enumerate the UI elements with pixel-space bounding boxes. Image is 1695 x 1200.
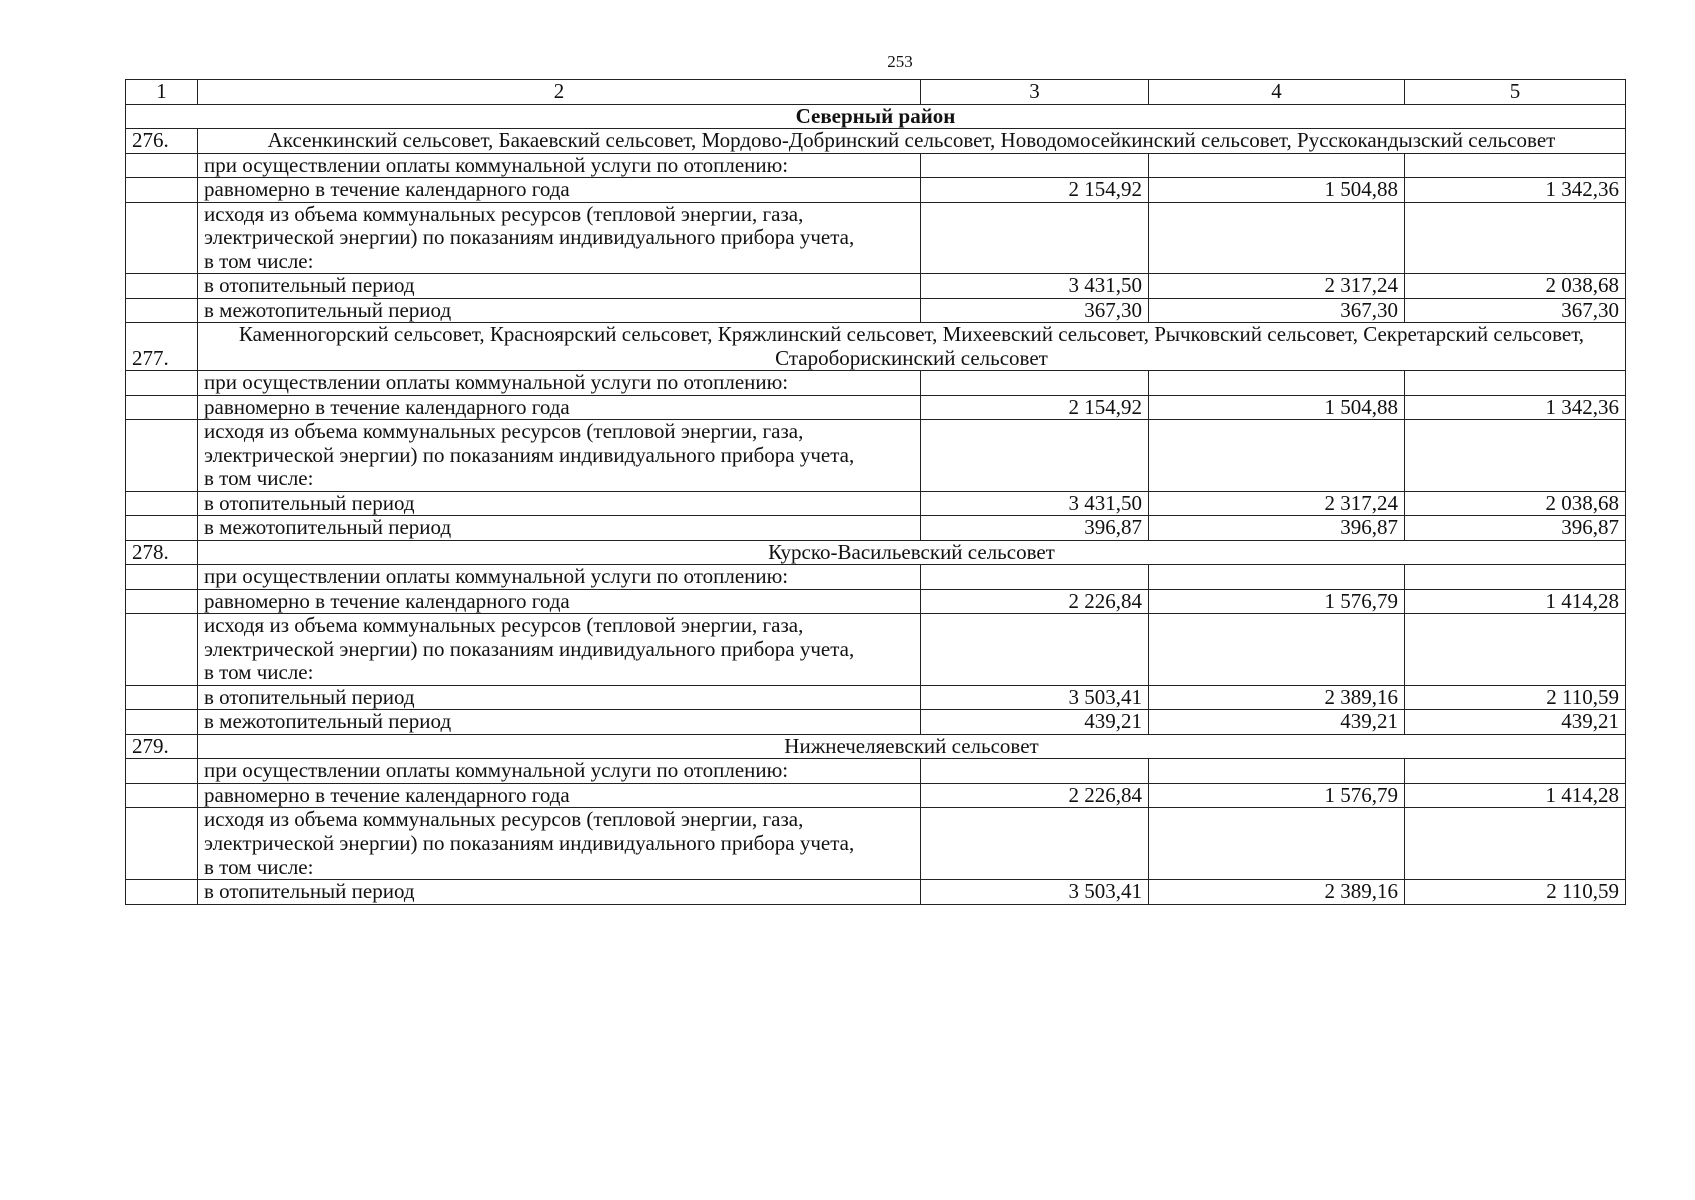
value-cell-c5: 396,87 <box>1405 516 1626 541</box>
value-cell-c3: 3 503,41 <box>921 880 1149 905</box>
value-cell-c3 <box>921 614 1149 686</box>
value-cell-c5 <box>1405 202 1626 274</box>
value-cell-c4 <box>1149 371 1405 396</box>
column-header-row <box>126 80 1626 105</box>
value-cell-c5: 2 038,68 <box>1405 491 1626 516</box>
table-row <box>126 783 1626 808</box>
row-label: в отопительный период <box>198 491 921 516</box>
value-cell-c4 <box>1149 808 1405 880</box>
value-cell-c5: 367,30 <box>1405 298 1626 323</box>
row-label: при осуществлении оплаты коммунальной услуги по отоплению: <box>198 565 921 590</box>
table-row <box>126 589 1626 614</box>
table-row <box>126 298 1626 323</box>
table-row <box>126 565 1626 590</box>
row-label: в отопительный период <box>198 274 921 299</box>
row-number-cell <box>126 371 198 396</box>
row-label: в межотопительный период <box>198 516 921 541</box>
row-number-cell <box>126 589 198 614</box>
column-header: 5 <box>1405 80 1626 105</box>
table-row <box>126 395 1626 420</box>
value-cell-c4: 2 317,24 <box>1149 274 1405 299</box>
row-label: в межотопительный период <box>198 298 921 323</box>
row-number-cell <box>126 783 198 808</box>
row-label: исходя из объема коммунальных ресурсов (тепловой энергии, газа, электрической энергии) по показаниям индивидуального прибора учета, в том числе: <box>198 614 921 686</box>
row-number-cell <box>126 420 198 492</box>
value-cell-c5 <box>1405 759 1626 784</box>
value-cell-c3 <box>921 153 1149 178</box>
group-name: Курско-Васильевский сельсовет <box>198 540 1626 565</box>
value-cell-c4: 1 576,79 <box>1149 783 1405 808</box>
row-label: при осуществлении оплаты коммунальной услуги по отоплению: <box>198 153 921 178</box>
table-row <box>126 880 1626 905</box>
group-header-row <box>126 734 1626 759</box>
value-cell-c5 <box>1405 153 1626 178</box>
table-row <box>126 371 1626 396</box>
row-number-cell <box>126 153 198 178</box>
table-row <box>126 274 1626 299</box>
row-label: равномерно в течение календарного года <box>198 395 921 420</box>
value-cell-c4 <box>1149 759 1405 784</box>
value-cell-c4: 2 389,16 <box>1149 685 1405 710</box>
value-cell-c5 <box>1405 808 1626 880</box>
row-label: в отопительный период <box>198 685 921 710</box>
value-cell-c4 <box>1149 153 1405 178</box>
page-number: 253 <box>887 52 913 71</box>
value-cell-c3: 3 431,50 <box>921 274 1149 299</box>
table-row <box>126 202 1626 274</box>
column-header: 1 <box>126 80 198 105</box>
value-cell-c4: 2 317,24 <box>1149 491 1405 516</box>
value-cell-c5: 2 110,59 <box>1405 685 1626 710</box>
value-cell-c4: 439,21 <box>1149 710 1405 735</box>
row-label: в отопительный период <box>198 880 921 905</box>
table-row <box>126 614 1626 686</box>
value-cell-c3: 2 226,84 <box>921 589 1149 614</box>
value-cell-c4 <box>1149 202 1405 274</box>
value-cell-c4: 367,30 <box>1149 298 1405 323</box>
row-label: равномерно в течение календарного года <box>198 178 921 203</box>
row-label: в межотопительный период <box>198 710 921 735</box>
table-row <box>126 153 1626 178</box>
row-number-cell <box>126 395 198 420</box>
value-cell-c4 <box>1149 565 1405 590</box>
value-cell-c3 <box>921 565 1149 590</box>
row-number-cell <box>126 202 198 274</box>
row-number-cell <box>126 880 198 905</box>
value-cell-c5: 2 038,68 <box>1405 274 1626 299</box>
column-header: 3 <box>921 80 1149 105</box>
table-row <box>126 516 1626 541</box>
value-cell-c3: 3 503,41 <box>921 685 1149 710</box>
district-title: Северный район <box>126 104 1626 129</box>
table-row <box>126 420 1626 492</box>
value-cell-c5: 2 110,59 <box>1405 880 1626 905</box>
value-cell-c4: 1 504,88 <box>1149 395 1405 420</box>
value-cell-c5 <box>1405 420 1626 492</box>
group-number: 279. <box>126 734 198 759</box>
row-number-cell <box>126 614 198 686</box>
district-row <box>126 104 1626 129</box>
value-cell-c3: 367,30 <box>921 298 1149 323</box>
row-number-cell <box>126 710 198 735</box>
value-cell-c5 <box>1405 614 1626 686</box>
row-number-cell <box>126 565 198 590</box>
value-cell-c3 <box>921 808 1149 880</box>
row-label: исходя из объема коммунальных ресурсов (тепловой энергии, газа, электрической энергии) по показаниям индивидуального прибора учета, в том числе: <box>198 420 921 492</box>
row-number-cell <box>126 298 198 323</box>
row-label: исходя из объема коммунальных ресурсов (тепловой энергии, газа, электрической энергии) по показаниям индивидуального прибора учета, в том числе: <box>198 808 921 880</box>
value-cell-c5 <box>1405 565 1626 590</box>
row-number-cell <box>126 491 198 516</box>
row-label: при осуществлении оплаты коммунальной услуги по отоплению: <box>198 759 921 784</box>
value-cell-c3 <box>921 202 1149 274</box>
row-number-cell <box>126 808 198 880</box>
row-number-cell <box>126 516 198 541</box>
table-row <box>126 491 1626 516</box>
value-cell-c3 <box>921 759 1149 784</box>
value-cell-c5: 439,21 <box>1405 710 1626 735</box>
tariff-table <box>125 79 1626 905</box>
group-name: Аксенкинский сельсовет, Бакаевский сельсовет, Мордово-Добринский сельсовет, Новодомосейкинский сельсовет, Русскокандызский сельсовет <box>198 129 1626 154</box>
value-cell-c5: 1 414,28 <box>1405 589 1626 614</box>
value-cell-c4: 1 576,79 <box>1149 589 1405 614</box>
value-cell-c5 <box>1405 371 1626 396</box>
value-cell-c3: 439,21 <box>921 710 1149 735</box>
group-number: 278. <box>126 540 198 565</box>
value-cell-c3 <box>921 371 1149 396</box>
group-name: Каменногорский сельсовет, Красноярский сельсовет, Кряжлинский сельсовет, Михеевский сельсовет, Рычковский сельсовет, Секретарский сельсовет, Староборискинский сельсовет <box>198 323 1626 371</box>
value-cell-c4: 2 389,16 <box>1149 880 1405 905</box>
row-label: равномерно в течение календарного года <box>198 783 921 808</box>
value-cell-c5: 1 414,28 <box>1405 783 1626 808</box>
value-cell-c5: 1 342,36 <box>1405 178 1626 203</box>
row-label: равномерно в течение календарного года <box>198 589 921 614</box>
group-header-row <box>126 129 1626 154</box>
table-row <box>126 759 1626 784</box>
group-number: 277. <box>126 323 198 371</box>
value-cell-c3: 3 431,50 <box>921 491 1149 516</box>
value-cell-c4 <box>1149 614 1405 686</box>
row-label: при осуществлении оплаты коммунальной услуги по отоплению: <box>198 371 921 396</box>
table-row <box>126 808 1626 880</box>
column-header: 4 <box>1149 80 1405 105</box>
table-row <box>126 710 1626 735</box>
row-number-cell <box>126 178 198 203</box>
value-cell-c4 <box>1149 420 1405 492</box>
value-cell-c4: 396,87 <box>1149 516 1405 541</box>
table-row <box>126 178 1626 203</box>
row-number-cell <box>126 274 198 299</box>
value-cell-c3: 2 226,84 <box>921 783 1149 808</box>
group-header-row <box>126 540 1626 565</box>
value-cell-c3: 2 154,92 <box>921 178 1149 203</box>
row-number-cell <box>126 759 198 784</box>
value-cell-c3: 2 154,92 <box>921 395 1149 420</box>
row-number-cell <box>126 685 198 710</box>
value-cell-c4: 1 504,88 <box>1149 178 1405 203</box>
value-cell-c3 <box>921 420 1149 492</box>
group-number: 276. <box>126 129 198 154</box>
group-name: Нижнечеляевский сельсовет <box>198 734 1626 759</box>
value-cell-c3: 396,87 <box>921 516 1149 541</box>
value-cell-c5: 1 342,36 <box>1405 395 1626 420</box>
table-row <box>126 685 1626 710</box>
column-header: 2 <box>198 80 921 105</box>
row-label: исходя из объема коммунальных ресурсов (тепловой энергии, газа, электрической энергии) по показаниям индивидуального прибора учета, в том числе: <box>198 202 921 274</box>
group-header-row <box>126 323 1626 371</box>
